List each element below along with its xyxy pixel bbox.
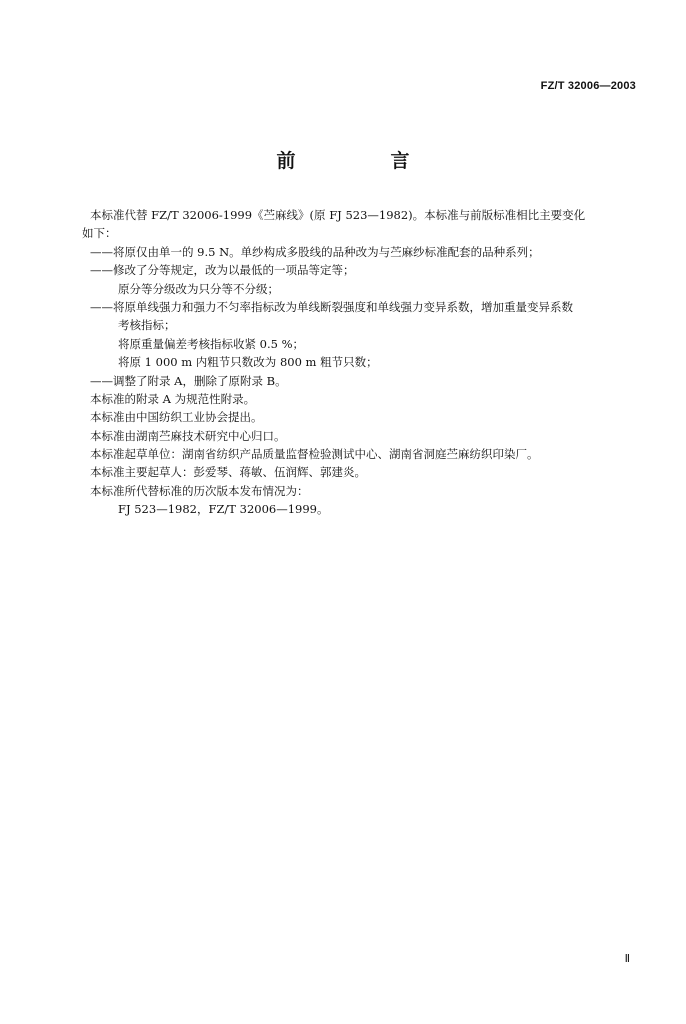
foreword-body [82,206,642,519]
page-number: Ⅱ [624,953,630,965]
paragraph-line: 本标准所代替标准的历次版本发布情况为： [90,483,309,498]
paragraph-line: 考核指标； [118,318,176,333]
standard-code: FZ/T 32006—2003 [540,80,636,92]
paragraph-line: 本标准主要起草人：彭爱琴、蒋敏、伍润辉、郭建炎。 [90,465,366,480]
list-item: ——将原单线强力和强力不匀率指标改为单线断裂强度和单线强力变异系数，增加重量变异系数 [90,299,573,314]
paragraph-line: 将原 1 000 m 内粗节只数改为 800 m 粗节只数； [118,355,378,370]
page-title: 前 言 [276,150,448,172]
paragraph-line: 本标准的附录 A 为规范性附录。 [90,391,256,406]
paragraph-line: 本标准起草单位：湖南省纺织产品质量监督检验测试中心、湖南省洞庭苎麻纺织印染厂。 [90,447,539,462]
paragraph-line: 原分等分级改为只分等不分级； [118,281,279,296]
list-item: ——将原仅由单一的 9.5 N。单纱构成多股线的品种改为与苎麻纱标准配套的品种系列； [90,244,540,259]
paragraph-line: 如下： [82,226,117,241]
paragraph-line: 将原重量偏差考核指标收紧 0.5 %； [118,336,305,351]
paragraph-line: 本标准代替 FZ/T 32006-1999《苎麻线》(原 FJ 523—1982)。本标准与前版标准相比主要变化 [90,208,586,222]
list-item: ——修改了分等规定，改为以最低的一项品等定等； [90,263,355,278]
paragraph-line: FJ 523—1982，FZ/T 32006—1999。 [118,502,329,517]
list-item: ——调整了附录 A，删除了原附录 B。 [90,373,287,388]
paragraph-line: 本标准由湖南苎麻技术研究中心归口。 [90,428,286,443]
paragraph-line: 本标准由中国纺织工业协会提出。 [90,410,263,425]
